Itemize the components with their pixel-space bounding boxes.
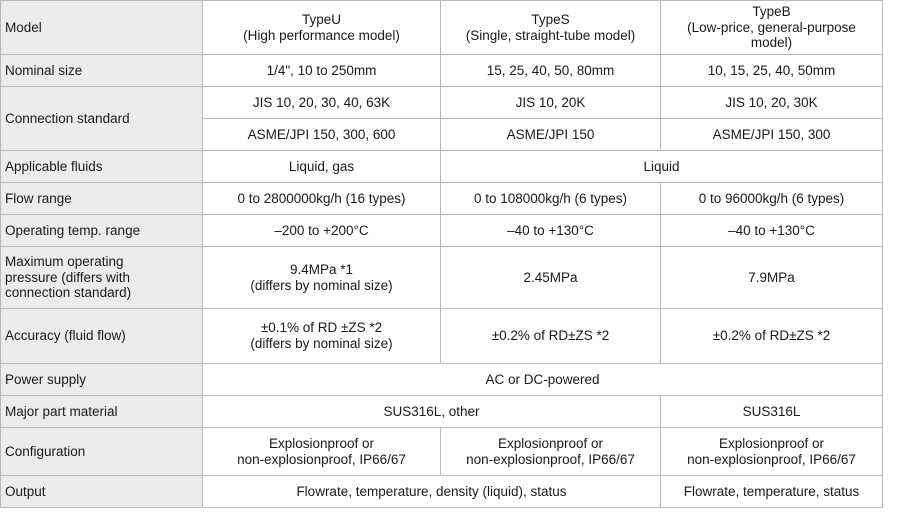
max-pressure-typeu <box>203 247 441 309</box>
row-model <box>1 1 883 55</box>
applicable-fluids-types-typeb: Liquid <box>441 151 883 183</box>
configuration-typeu-line-2: non-explosionproof, IP66/67 <box>237 451 406 467</box>
row-accuracy <box>1 309 883 364</box>
material-typeu-types: SUS316L, other <box>203 396 661 428</box>
flow-range-label: Flow range <box>1 183 203 215</box>
max-pressure-label <box>1 247 203 309</box>
configuration-types <box>441 428 661 476</box>
row-material <box>1 396 883 428</box>
configuration-types-line-2: non-explosionproof, IP66/67 <box>466 451 635 467</box>
row-nominal-size <box>1 55 883 87</box>
nominal-size-typeb: 10, 15, 25, 40, 50mm <box>661 55 883 87</box>
row-connection-jis <box>1 87 883 119</box>
applicable-fluids-typeu: Liquid, gas <box>203 151 441 183</box>
model-types-name: TypeS <box>531 11 570 27</box>
configuration-typeb-line-2: non-explosionproof, IP66/67 <box>687 451 856 467</box>
temp-range-typeb: –40 to +130°C <box>661 215 883 247</box>
flow-range-typeb: 0 to 96000kg/h (6 types) <box>661 183 883 215</box>
max-pressure-typeu-value: 9.4MPa *1 <box>289 261 354 277</box>
connection-jis-typeu: JIS 10, 20, 30, 40, 63K <box>203 87 441 119</box>
temp-range-label: Operating temp. range <box>1 215 203 247</box>
configuration-types-line-1: Explosionproof or <box>497 435 604 451</box>
nominal-size-label: Nominal size <box>1 55 203 87</box>
output-label: Output <box>1 476 203 508</box>
model-typeb-name: TypeB <box>752 4 791 20</box>
model-label: Model <box>1 1 203 55</box>
configuration-label: Configuration <box>1 428 203 476</box>
accuracy-typeb: ±0.2% of RD±ZS *2 <box>661 309 883 364</box>
connection-jis-typeb: JIS 10, 20, 30K <box>661 87 883 119</box>
power-supply-label: Power supply <box>1 364 203 396</box>
row-temp-range <box>1 215 883 247</box>
output-typeb: Flowrate, temperature, status <box>661 476 883 508</box>
accuracy-types: ±0.2% of RD±ZS *2 <box>441 309 661 364</box>
row-applicable-fluids <box>1 151 883 183</box>
connection-standard-label: Connection standard <box>1 87 203 151</box>
model-types-desc: (Single, straight-tube model) <box>465 27 636 43</box>
model-typeb-desc-2: model) <box>750 35 793 51</box>
row-power-supply <box>1 364 883 396</box>
connection-asme-typeb: ASME/JPI 150, 300 <box>661 119 883 151</box>
configuration-typeu <box>203 428 441 476</box>
model-types <box>441 1 661 55</box>
max-pressure-label-1: Maximum operating <box>5 254 124 270</box>
configuration-typeb-line-1: Explosionproof or <box>718 435 825 451</box>
nominal-size-types: 15, 25, 40, 50, 80mm <box>441 55 661 87</box>
material-label: Major part material <box>1 396 203 428</box>
accuracy-typeu <box>203 309 441 364</box>
model-typeu-desc: (High performance model) <box>243 27 400 43</box>
output-typeu-types: Flowrate, temperature, density (liquid), status <box>203 476 661 508</box>
accuracy-typeu-value: ±0.1% of RD ±ZS *2 <box>260 320 383 336</box>
flow-range-typeu: 0 to 2800000kg/h (16 types) <box>203 183 441 215</box>
accuracy-typeu-note: (differs by nominal size) <box>250 336 393 351</box>
connection-jis-types: JIS 10, 20K <box>441 87 661 119</box>
row-flow-range <box>1 183 883 215</box>
row-configuration <box>1 428 883 476</box>
nominal-size-typeu: 1/4", 10 to 250mm <box>203 55 441 87</box>
max-pressure-typeu-note: (differs by nominal size) <box>250 277 393 293</box>
max-pressure-label-2: pressure (differs with <box>5 269 131 285</box>
max-pressure-types: 2.45MPa <box>441 247 661 309</box>
connection-asme-types: ASME/JPI 150 <box>441 119 661 151</box>
material-typeb: SUS316L <box>661 396 883 428</box>
max-pressure-label-3: connection standard) <box>5 285 132 301</box>
configuration-typeb <box>661 428 883 476</box>
applicable-fluids-label: Applicable fluids <box>1 151 203 183</box>
model-typeu <box>203 1 441 55</box>
row-max-pressure <box>1 247 883 309</box>
temp-range-types: –40 to +130°C <box>441 215 661 247</box>
configuration-typeu-line-1: Explosionproof or <box>268 435 375 451</box>
flow-range-types: 0 to 108000kg/h (6 types) <box>441 183 661 215</box>
max-pressure-typeb: 7.9MPa <box>661 247 883 309</box>
connection-asme-typeu: ASME/JPI 150, 300, 600 <box>203 119 441 151</box>
accuracy-label: Accuracy (fluid flow) <box>1 309 203 364</box>
model-typeb <box>661 1 883 55</box>
row-output <box>1 476 883 508</box>
temp-range-typeu: –200 to +200°C <box>203 215 441 247</box>
model-typeb-desc-1: (Low-price, general-purpose <box>687 19 856 35</box>
power-supply-all: AC or DC-powered <box>203 364 883 396</box>
model-typeu-name: TypeU <box>301 11 342 27</box>
